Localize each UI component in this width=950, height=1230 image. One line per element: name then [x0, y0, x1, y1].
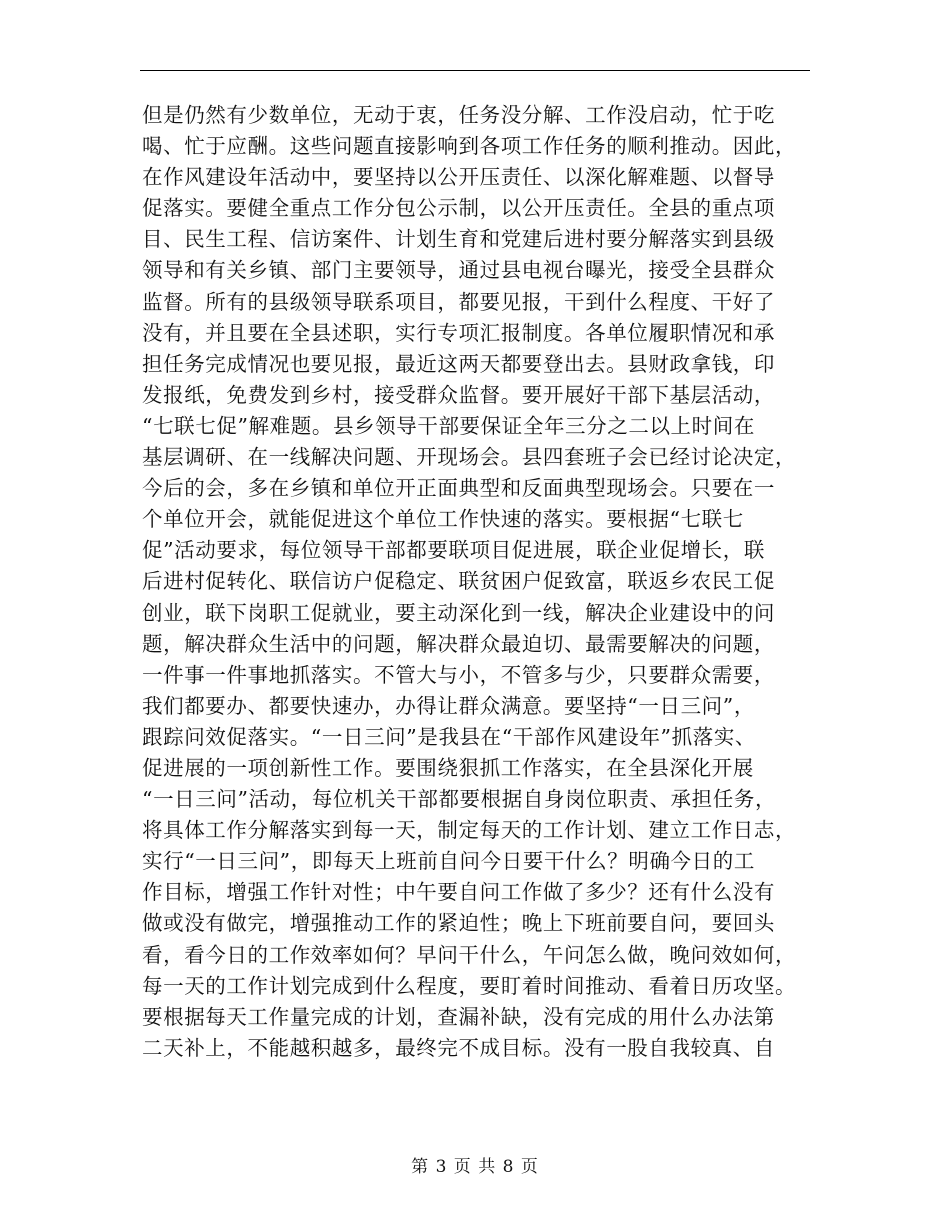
text-line: 后进村促转化、联信访户促稳定、联贫困户促致富，联返乡农民工促: [142, 569, 775, 594]
text-line: 促”活动要求，每位领导干部都要联项目促进展，联企业促增长，联: [142, 538, 765, 563]
text-line: 监督。所有的县级领导联系项目，都要见报，干到什么程度、干好了: [142, 289, 775, 314]
text-line: 今后的会，多在乡镇和单位开正面典型和反面典型现场会。只要在一: [142, 476, 775, 501]
text-line: 一件事一件事地抓落实。不管大与小，不管多与少，只要群众需要，: [142, 662, 775, 687]
text-line: 担任务完成情况也要见报，最近这两天都要登出去。县财政拿钱，印: [142, 351, 775, 376]
text-line: 基层调研、在一线解决问题、开现场会。县四套班子会已经讨论决定，: [142, 445, 797, 470]
text-line: 题，解决群众生活中的问题，解决群众最迫切、最需要解决的问题，: [142, 631, 775, 656]
text-line: 二天补上，不能越积越多，最终完不成目标。没有一股自我较真、自: [142, 1035, 775, 1060]
text-line: 领导和有关乡镇、部门主要领导，通过县电视台曝光，接受全县群众: [142, 258, 775, 283]
text-line: 但是仍然有少数单位，无动于衷，任务没分解、工作没启动，忙于吃: [142, 103, 775, 127]
text-line: 促进展的一项创新性工作。要围绕狠抓工作落实，在全县深化开展: [142, 755, 754, 780]
text-line: 我们都要办、都要快速办，办得让群众满意。要坚持“一日三问”，: [142, 693, 755, 718]
text-line: “一日三问”活动，每位机关干部都要根据自身岗位职责、承担任务，: [142, 787, 777, 812]
text-line: 喝、忙于应酬。这些问题直接影响到各项工作任务的顺利推动。因此，: [142, 134, 797, 159]
text-line: 作目标，增强工作针对性；中午要自问工作做了多少？还有什么没有: [142, 880, 775, 905]
body-text: [142, 100, 810, 1064]
text-line: 发报纸，免费发到乡村，接受群众监督。要开展好干部下基层活动，: [142, 382, 775, 407]
text-line: 将具体工作分解落实到每一天，制定每天的工作计划、建立工作日志，: [142, 818, 797, 843]
text-line: 个单位开会，就能促进这个单位工作快速的落实。要根据“七联七: [142, 507, 744, 532]
text-line: 促落实。要健全重点工作分包公示制，以公开压责任。全县的重点项: [142, 196, 775, 221]
text-line: 实行“一日三问”，即每天上班前自问今日要干什么？明确今日的工: [142, 849, 755, 874]
text-line: 在作风建设年活动中，要坚持以公开压责任、以深化解难题、以督导: [142, 165, 775, 190]
text-line: 每一天的工作计划完成到什么程度，要盯着时间推动、看着日历攻坚。: [142, 973, 797, 998]
page-number-footer: 第 3 页 共 8 页: [411, 1157, 539, 1177]
header-rule: [140, 70, 810, 71]
text-line: 要根据每天工作量完成的计划，查漏补缺，没有完成的用什么办法第: [142, 1004, 775, 1029]
text-line: 跟踪问效促落实。“一日三问”是我县在“干部作风建设年”抓落实、: [142, 724, 757, 749]
text-line: 创业，联下岗职工促就业，要主动深化到一线，解决企业建设中的问: [142, 600, 775, 625]
text-line: 没有，并且要在全县述职，实行专项汇报制度。各单位履职情况和承: [142, 320, 775, 345]
text-line: 看，看今日的工作效率如何？早问干什么，午问怎么做，晚问效如何，: [142, 942, 797, 967]
text-line: “七联七促”解难题。县乡领导干部要保证全年三分之二以上时间在: [142, 413, 755, 438]
text-line: 目、民生工程、信访案件、计划生育和党建后进村要分解落实到县级: [142, 227, 775, 252]
text-line: 做或没有做完，增强推动工作的紧迫性；晚上下班前要自问，要回头: [142, 911, 775, 936]
